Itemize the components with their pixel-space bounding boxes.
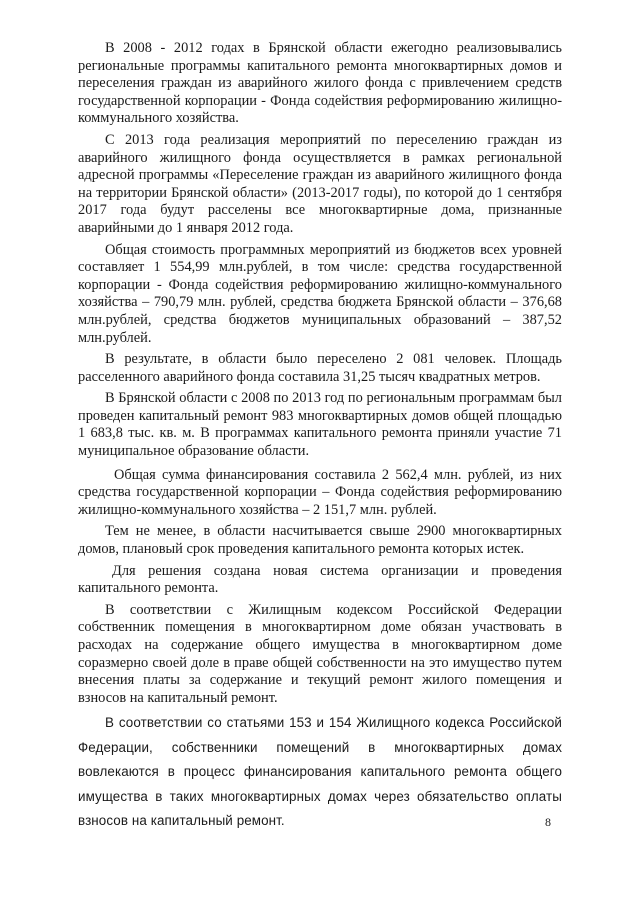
paragraph-articles-153-154: В соответствии со статьями 153 и 154 Жилищного кодекса Российской Федерации, собственники помещений в многоквартирных домах вовлекаются в процесс финансирования капитального ремонта общего имущества в таких многоквартирных домах через обязательство оплаты взносов на капитальный ремонт. xyxy=(78,715,562,829)
paragraph-total-cost: Общая стоимость программных мероприятий из бюджетов всех уровней составляет 1 554,99 млн.рублей, в том числе: средства государственной корпорации - Фонда содействия реформированию жилищно-коммунального хозяйства – 790,79 млн. рублей, средства бюджета Брянской области – 376,68 млн.рублей, средства бюджетов муниципальных образований – 387,52 млн.рублей. xyxy=(78,241,562,346)
paragraph-resettlement-2013: С 2013 года реализация мероприятий по переселению граждан из аварийного жилищного фонда осуществляется в рамках региональной адресной программы «Переселение граждан из аварийного жилищного фонда на территории Брянской области» (2013-2017 годы), по которой до 1 сентября 2017 года будут расселены все многоквартирные дома, признанные аварийными до 1 января 2012 года. xyxy=(78,131,562,236)
paragraph-resettlement-result: В результате, в области было переселено 2 081 человек. Площадь расселенного аварийного фонда составила 31,25 тысяч квадратных метров. xyxy=(78,351,562,385)
paragraph-housing-code: В соответствии с Жилищным кодексом Российской Федерации собственник помещения в многоквартирном доме обязан участвовать в расходах на содержание общего имущества в многоквартирном доме соразмерно своей доле в праве общей собственности на это имущество путем внесения платы за содержание и текущий ремонт жилого помещения и взносов на капитальный ремонт. xyxy=(78,601,562,706)
document-body xyxy=(78,40,562,834)
paragraph-overdue-houses: Тем не менее, в области насчитывается свыше 2900 многоквартирных домов, плановый срок проведения капитального ремонта которых истек. xyxy=(78,523,562,558)
paragraph-capital-repair-2008-2013: В Брянской области с 2008 по 2013 год по региональным программам был проведен капитальный ремонт 983 многоквартирных домов общей площадью 1 683,8 тыс. кв. м. В программах капитального ремонта приняли участие 71 муниципальное образование области. xyxy=(78,390,562,460)
page-number: 8 xyxy=(545,815,551,829)
paragraph-new-system: Для решения создана новая система организации и проведения капитального ремонта. xyxy=(78,562,562,597)
paragraph-financing-total: Общая сумма финансирования составила 2 562,4 млн. рублей, из них средства государственной корпорации – Фонда содействия реформированию жилищно-коммунального хозяйства – 2 151,7 млн. рублей. xyxy=(78,466,562,518)
paragraph-programs-2008-2012: В 2008 - 2012 годах в Брянской области ежегодно реализовывались региональные программы капитального ремонта многоквартирных домов и переселения граждан из аварийного жилого фонда с привлечением средств государственной корпорации - Фонда содействия реформированию жилищно-коммунального хозяйства. xyxy=(78,40,562,127)
